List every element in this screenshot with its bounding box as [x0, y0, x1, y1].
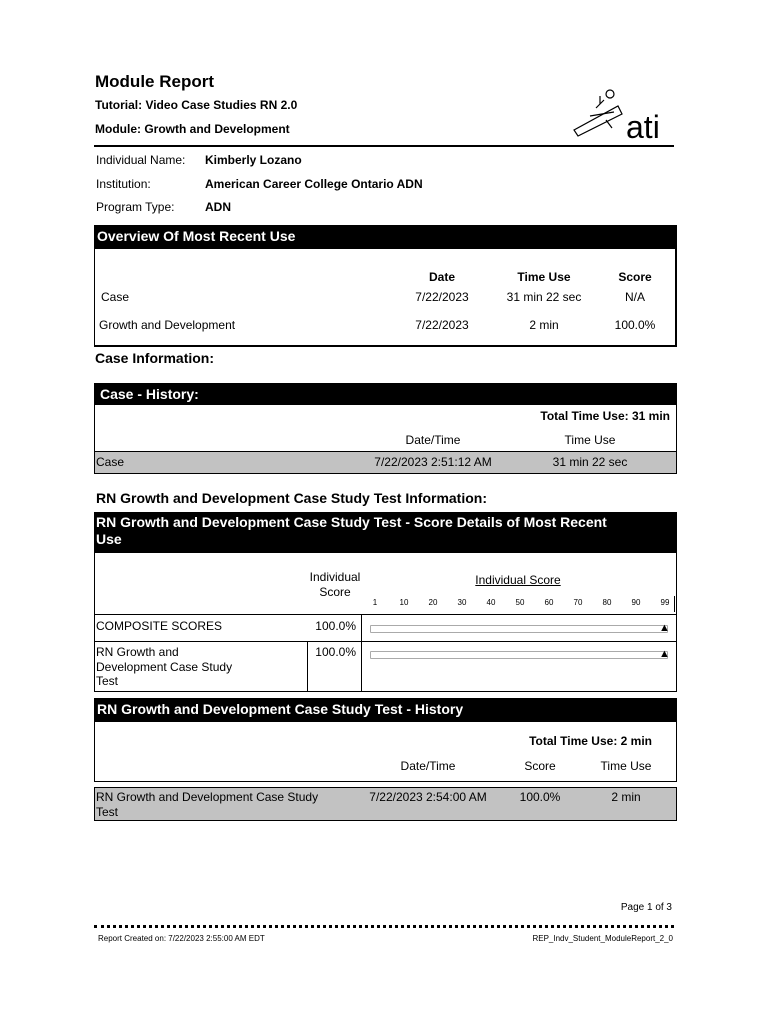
- tutorial-line: Tutorial: Video Case Studies RN 2.0: [95, 98, 298, 112]
- case-col-datetime: Date/Time: [405, 433, 461, 447]
- score-bar: [370, 651, 668, 659]
- composite-scores-label: COMPOSITE SCORES: [96, 619, 223, 633]
- score-bar: [370, 625, 668, 633]
- composite-score-value: 100.0%: [315, 619, 356, 633]
- overview-col-score: Score: [618, 270, 652, 284]
- page-number: Page 1 of 3: [620, 902, 672, 913]
- test-row-name: [96, 645, 232, 689]
- case-col-timeuse: Time Use: [564, 433, 616, 447]
- scale-tick-label: 1: [372, 598, 378, 607]
- header-rule: [94, 145, 674, 147]
- scale-end-rule: [674, 596, 675, 612]
- test-score-value: 100.0%: [315, 645, 356, 659]
- score-details-title-bar: [94, 512, 677, 553]
- test-history-row-time: 2 min: [611, 790, 641, 804]
- test-history-title-bar: RN Growth and Development Case Study Test - History: [94, 698, 677, 722]
- overview-row-date: 7/22/2023: [415, 318, 469, 332]
- test-info-heading: RN Growth and Development Case Study Test Information:: [96, 490, 488, 506]
- institution-value: American Career College Ontario ADN: [205, 177, 423, 191]
- scale-tick-label: 90: [631, 598, 641, 607]
- svg-text:ati: ati: [626, 109, 660, 145]
- case-row-time: 31 min 22 sec: [552, 455, 628, 469]
- scale-tick-label: 60: [544, 598, 554, 607]
- score-details-row-rule: [94, 614, 677, 615]
- scale-tick-label: 30: [457, 598, 467, 607]
- test-row-name-line: Development Case Study: [96, 659, 233, 674]
- footer-dotted-rule: [94, 925, 674, 928]
- overview-row-time: 31 min 22 sec: [506, 290, 582, 304]
- test-history-row-name: [96, 790, 318, 819]
- test-col-timeuse: Time Use: [600, 759, 652, 773]
- scale-tick-label: 40: [486, 598, 496, 607]
- scale-tick-label: 50: [515, 598, 525, 607]
- individual-score-header-line: Score: [319, 585, 351, 599]
- report-id: REP_Indv_Student_ModuleReport_2_0: [532, 934, 673, 943]
- individual-score-header: [300, 570, 370, 600]
- test-total-time: Total Time Use: 2 min: [529, 734, 652, 748]
- test-row-name-line: Test: [96, 674, 119, 688]
- test-col-datetime: Date/Time: [400, 759, 456, 773]
- institution-label: Institution:: [96, 177, 151, 191]
- overview-row-score: 100.0%: [614, 318, 656, 332]
- overview-col-timeuse: Time Use: [517, 270, 571, 284]
- overview-title-bar: Overview Of Most Recent Use: [94, 225, 677, 249]
- name-value: Kimberly Lozano: [205, 153, 302, 167]
- name-label: Individual Name:: [96, 153, 186, 167]
- overview-row-score: N/A: [624, 290, 645, 304]
- individual-score-header-line: Individual: [309, 570, 361, 584]
- case-row-datetime: 7/22/2023 2:51:12 AM: [374, 455, 492, 469]
- test-history-row-score: 100.0%: [519, 790, 561, 804]
- score-marker: ▲: [659, 622, 670, 634]
- score-details-title-line: Use: [96, 531, 122, 547]
- overview-row-date: 7/22/2023: [415, 290, 469, 304]
- test-row-name-line: RN Growth and: [96, 645, 179, 659]
- test-history-row-datetime: 7/22/2023 2:54:00 AM: [369, 790, 487, 804]
- report-title: Module Report: [95, 72, 214, 91]
- test-history-row-name-line: Test: [96, 804, 119, 819]
- scale-title: Individual Score: [475, 573, 561, 587]
- test-col-score: Score: [524, 759, 556, 773]
- scale-tick-label: 80: [602, 598, 612, 607]
- scale-tick-label: 70: [573, 598, 583, 607]
- program-value: ADN: [205, 200, 231, 214]
- score-details-title-line: RN Growth and Development Case Study Test - Score Details of Most Recent: [96, 514, 607, 530]
- overview-col-date: Date: [428, 270, 455, 284]
- test-history-table: [94, 722, 677, 782]
- overview-row-name: Case: [101, 290, 130, 304]
- case-history-title-bar: Case - History:: [94, 383, 677, 405]
- test-history-row-name-line: RN Growth and Development Case Study: [96, 790, 319, 804]
- scale-tick-label: 99: [660, 598, 670, 607]
- score-details-col-rule: [361, 614, 362, 692]
- case-info-heading: Case Information:: [95, 350, 215, 366]
- program-label: Program Type:: [96, 200, 175, 214]
- module-line: Module: Growth and Development: [95, 122, 290, 136]
- score-marker: ▲: [659, 648, 670, 660]
- ati-logo: [570, 86, 670, 146]
- scale-tick-label: 10: [399, 598, 409, 607]
- scale-tick-label: 20: [428, 598, 438, 607]
- overview-row-time: 2 min: [529, 318, 559, 332]
- case-total-time: Total Time Use: 31 min: [540, 409, 670, 423]
- case-row-name: Case: [96, 455, 125, 469]
- report-created: Report Created on: 7/22/2023 2:55:00 AM EDT: [98, 934, 265, 943]
- overview-row-name: Growth and Development: [99, 318, 236, 332]
- scale-ticks: [362, 598, 674, 610]
- score-details-row-rule: [94, 641, 677, 642]
